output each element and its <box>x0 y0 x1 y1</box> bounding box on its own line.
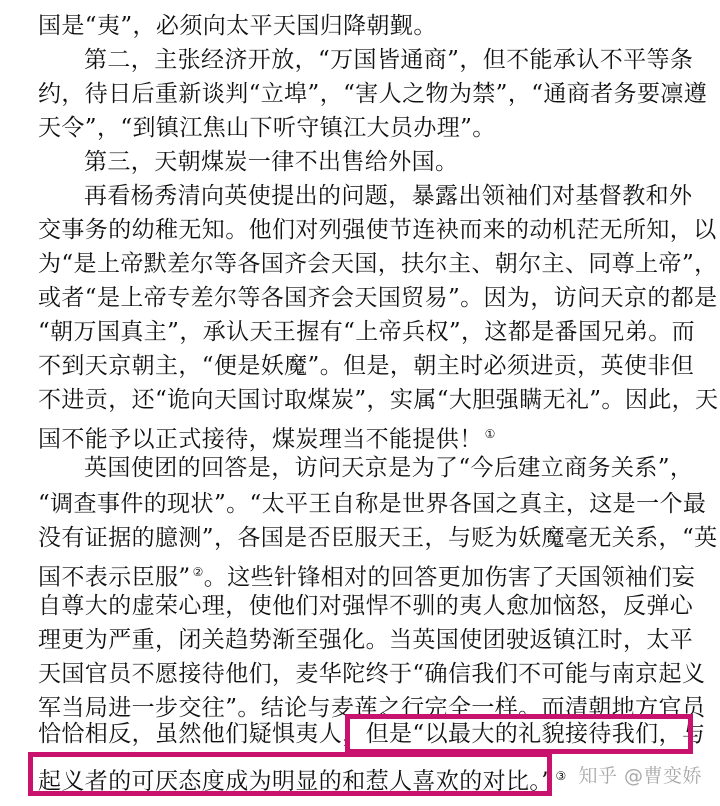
text-line <box>38 488 706 520</box>
footnote-marker-1: ① <box>484 427 496 441</box>
line-text: 或者“是上帝专差尔等各国齐会天国贸易”。因为，访问天京的都是 <box>38 285 718 311</box>
text-line <box>38 590 693 622</box>
line-text: 军当局进一步交往”。结论与麦莲之行完全一样。而清朝地方官员 <box>38 695 706 721</box>
text-line <box>84 180 692 212</box>
watermark-text: 知乎 @曹变娇 <box>578 765 702 787</box>
line-text: 天国官员不愿接待他们，麦华陀终于“确信我们不可能与南京起义 <box>38 661 706 687</box>
text-line <box>38 556 696 591</box>
line-text: 国不表示臣服” <box>38 564 191 591</box>
text-line <box>38 316 695 348</box>
line-text: 。这些针锋相对的回答更加伤害了天国领袖们妄 <box>203 564 696 591</box>
footnote-marker-3: ③ <box>555 769 567 783</box>
text-line <box>84 146 458 178</box>
text-line <box>38 522 718 554</box>
line-text: 约，待日后重新谈判“立埠”，“害人之物为禁”，“通商者务要凛遵 <box>38 81 708 107</box>
text-line <box>38 760 567 795</box>
text-line <box>38 214 717 246</box>
text-line <box>38 418 496 453</box>
highlighted-text: 但是“以最大的礼貌接待我们，与 <box>365 721 706 747</box>
line-text: 自尊大的虚荣心理，使他们对强悍不驯的夷人愈加恼怒，反弹心 <box>38 593 694 619</box>
footnote-marker-2: ② <box>192 565 204 579</box>
line-text: 国是“夷”，必须向太平天国归降朝觐。 <box>38 13 437 39</box>
line-text: 恰恰相反，虽然他们疑惧夷人， <box>38 721 366 747</box>
line-text: 英国使团的回答是，访问天京是为了“今后建立商务关系”， <box>84 455 694 481</box>
line-text: 理更为严重，闭关趋势渐至强化。当英国使团驶返镇江时，太平 <box>38 627 694 653</box>
line-text: 为“是上帝默差尔等各国齐会天国，扶尔主、朝尔主、同尊上帝”， <box>38 251 718 277</box>
text-line <box>84 452 693 484</box>
highlighted-text: 起义者的可厌态度成为明显的和惹人喜欢的对比。” <box>38 768 554 795</box>
text-line <box>38 248 718 280</box>
text-line <box>38 350 694 382</box>
text-line <box>38 718 705 750</box>
text-line <box>38 112 496 144</box>
line-text: 再看杨秀清向英使提出的问题，暴露出领袖们对基督教和外 <box>84 183 693 209</box>
text-line <box>38 384 718 416</box>
text-line <box>38 624 693 656</box>
line-text: 交事务的幼稚无知。他们对列强使节连袂而来的动机茫无所知，以 <box>38 217 717 243</box>
text-line <box>38 78 707 110</box>
line-text: “朝万国真主”，承认天王握有“上帝兵权”，这都是番国兄弟。而 <box>38 319 696 345</box>
text-line <box>38 658 705 690</box>
line-text: 没有证据的臆测”，各国是否臣服天王，与贬为妖魔毫无关系，“英 <box>38 525 718 551</box>
text-line <box>84 44 693 76</box>
line-text: 天令”，“到镇江焦山下听守镇江大员办理”。 <box>38 115 496 141</box>
text-line <box>38 10 437 42</box>
line-text: 不到天京朝主，“便是妖魔”。但是，朝主时必须进贡，英使非但 <box>38 353 695 379</box>
text-line <box>38 282 718 314</box>
line-text: 不进贡，还“诡向天国讨取煤炭”，实属“大胆强瞒无礼”。因此，天 <box>38 387 719 413</box>
line-text: “调查事件的现状”。“太平王自称是世界各国之真主，这是一个最 <box>38 491 707 517</box>
line-text: 第二，主张经济开放，“万国皆通商”，但不能承认不平等条 <box>84 47 694 73</box>
line-text: 国不能予以正式接待，煤炭理当不能提供！ <box>38 426 483 453</box>
line-text: 第三，天朝煤炭一律不出售给外国。 <box>84 149 459 175</box>
